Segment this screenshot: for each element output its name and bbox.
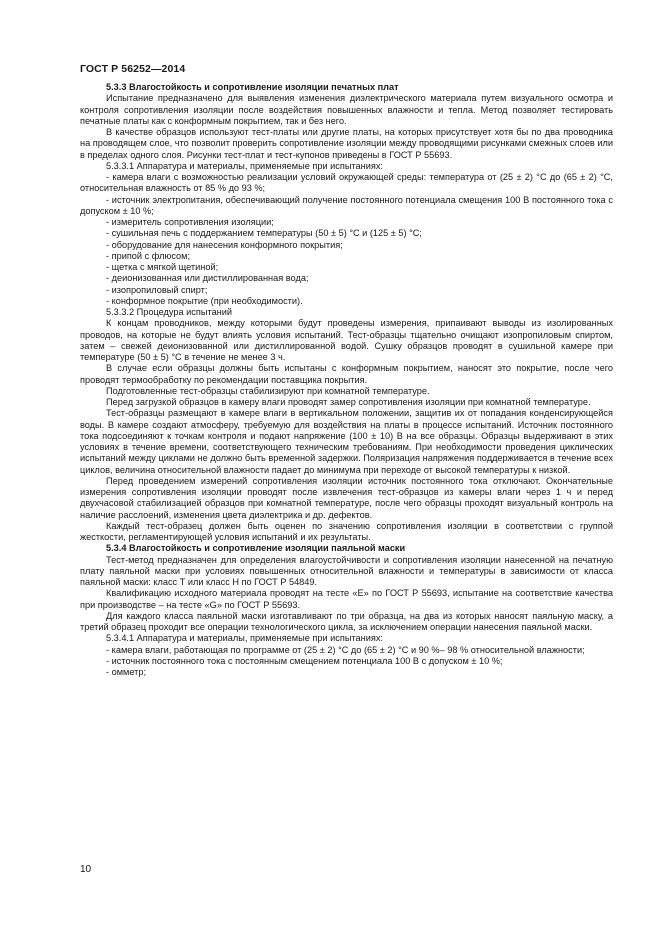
paragraph: Испытание предназначено для выявления изменения диэлектрического материала путем визуального осмотра и контроля сопротивления изоляции после воздействия повышенных влажности и тепла. Метод позволяет тестировать печатные платы как с конформным покрытием, так и без него. bbox=[80, 93, 613, 126]
paragraph: - источник электропитания, обеспечивающий получение постоянного потенциала смещения 100 В постоянного тока с допуском ± 10 %; bbox=[80, 194, 613, 216]
paragraph: Каждый тест-образец должен быть оценен по значению сопротивления изоляции в соответствии с группой жесткости, регламентирующей условия испытаний и их результаты. bbox=[80, 520, 613, 542]
section-heading: 5.3.4 Влагостойкость и сопротивление изоляции паяльной маски bbox=[106, 543, 406, 554]
list-item: - щетка с мягкой щетиной; bbox=[106, 262, 219, 272]
list-item: - изопропиловый спирт; bbox=[106, 284, 208, 295]
list-item: - омметр; bbox=[106, 667, 147, 677]
paragraph: - камера влаги с возможностью реализации условий окружающей среды: температура от (25 ± 2) °С до (65 ± 2) °С, относительная влажность от 85 % до 93 %; bbox=[80, 172, 613, 194]
list-item: 5.3.3.2 Процедура испытаний bbox=[106, 307, 233, 317]
list-item: - измеритель сопротивления изоляции; bbox=[106, 217, 274, 227]
list-item: Подготовленные тест-образцы стабилизируют при комнатной температуре. bbox=[106, 385, 430, 396]
list-item: - оборудование для нанесения конформного покрытия; bbox=[106, 239, 343, 250]
paragraph: Перед загрузкой образцов в камеру влаги проводят замер сопротивления изоляции при комнатной температуре. bbox=[106, 397, 591, 407]
page-number: 10 bbox=[80, 864, 92, 875]
paragraph: К концам проводников, между которыми будут проведены измерения, припаивают выводы из изолированных проводов, на которые не будут влиять условия испытаний. Тест-образцы тщательно очищают изопропиловым спиртом, затем – свежей деионизованной или дистиллированной водой. Сушку образцов проводят в сушильной камере при температуре (50 ± 5) °С в течение не менее 3 ч. bbox=[80, 318, 613, 362]
paragraph: Для каждого класса паяльной маски изготавливают по три образца, на два из которых наносят паяльную маску, а третий образец проходит все операции технологического цикла, за исключением операции нанесения паяльной маски. bbox=[80, 610, 613, 632]
list-item: 5.3.4.1 Аппаратура и материалы, применяемые при испытаниях: bbox=[106, 633, 383, 644]
paragraph: Тест-образцы размещают в камере влаги в вертикальном положении, защитив их от попадания конденсирующейся воды. В камере создают атмосферу, требуемую для воздействия на платы в процессе испытаний. Источник постоянного тока подсоединяют к точкам контроля и подают напряжение (100 ± 10) В на все образцы. Образцы выдерживают в этих условиях в течение времени, соответствующего техническим требованиям. При необходимости проведения циклических испытаний между циклами не должно быть временной задержки. Поляризация напряжения поддерживается в течение всех циклов, величина относительной влажности падает до минимума при переходе от высокой температуры к низкой. bbox=[80, 408, 613, 475]
document-body bbox=[80, 82, 613, 678]
list-item: - деионизованная или дистиллированная вода; bbox=[106, 273, 309, 284]
paragraph: Тест-метод предназначен для определения влагоустойчивости и сопротивления изоляции нанесенной на печатную плату паяльной маски при условиях повышенных относительной влажности и температуры в зависимости от класса паяльной маски: класс Т или класс Н по ГОСТ Р 54849. bbox=[80, 554, 613, 587]
paragraph: В случае если образцы должны быть испытаны с конформным покрытием, наносят это покрытие, после чего проводят термообработку по рекомендации поставщика покрытия. bbox=[80, 363, 613, 385]
paragraph: В качестве образцов используют тест-платы или другие платы, на которых присутствует хотя бы по два проводника на проводящем слое, что позволит проверить сопротивление изоляции между проводящими рисунками смежных слоев или в пределах одного слоя. Рисунки тест-плат и тест-купонов приведены в ГОСТ Р 55693. bbox=[80, 127, 613, 160]
list-item: - сушильная печь с поддержанием температуры (50 ± 5) °С и (125 ± 5) °С; bbox=[106, 228, 422, 239]
paragraph: Квалификацию исходного материала проводят на тесте «Е» по ГОСТ Р 55693, испытание на соответствие качества при производстве – на тесте «G» по ГОСТ Р 55693. bbox=[80, 588, 613, 610]
list-item: - конформное покрытие (при необходимости). bbox=[106, 295, 303, 306]
paragraph: - камера влаги, работающая по программе от (25 ± 2) °С до (65 ± 2) °С и 90 %– 98 % относительной влажности; bbox=[106, 644, 585, 655]
paragraph: Перед проведением измерений сопротивления изоляции источник постоянного тока отключают. Окончательные измерения сопротивления изоляции проводят после извлечения тест-образцов из камеры влаги через 1 ч и перед двухчасовой стабилизацией образцов при комнатной температуре, после чего образцы проходят визуальный контроль на наличие расслоений, изменения цвета диэлектрика и др. дефектов. bbox=[80, 475, 613, 520]
list-item: - припой с флюсом; bbox=[106, 250, 191, 261]
list-item: - источник постоянного тока с постоянным смещением потенциала 100 В с допуском ± 10 %; bbox=[106, 655, 503, 666]
standard-header: ГОСТ Р 56252—2014 bbox=[80, 63, 186, 75]
paragraph: 5.3.3.1 Аппаратура и материалы, применяемые при испытаниях: bbox=[106, 160, 383, 171]
section-heading: 5.3.3 Влагостойкость и сопротивление изоляции печатных плат bbox=[106, 82, 399, 92]
